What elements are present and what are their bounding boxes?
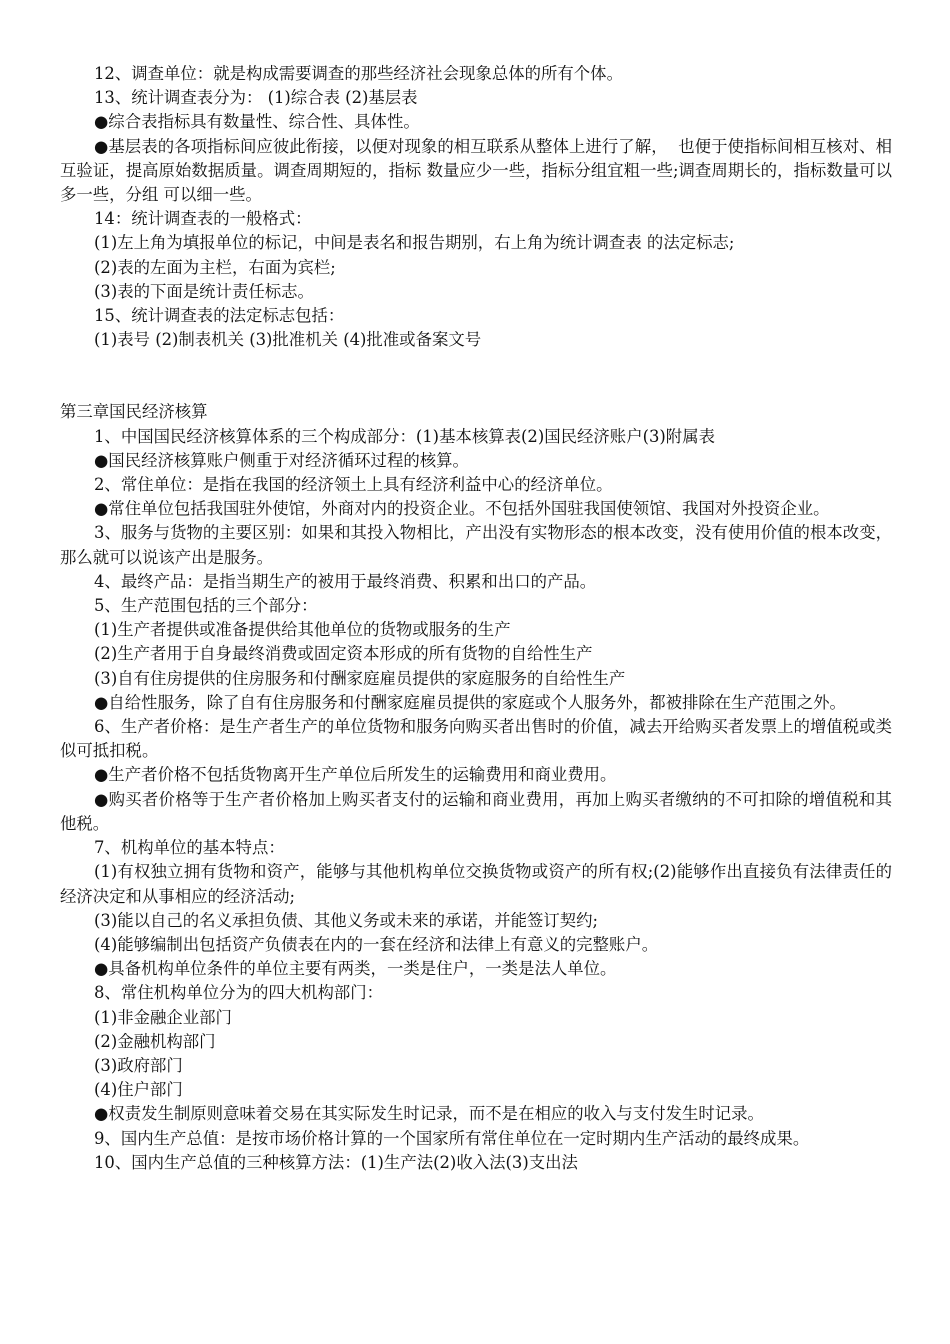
paragraph: 8、常住机构单位分为的四大机构部门： [94,983,384,1003]
paragraph: (1)表号 (2)制表机关 (3)批准机关 (4)批准或备案文号 [94,330,482,350]
paragraph: (1)非金融企业部门 [94,1007,232,1027]
paragraph: ●具备机构单位条件的单位主要有两类，一类是住户，一类是法人单位。 [94,959,617,979]
paragraph: ●生产者价格不包括货物离开生产单位后所发生的运输费用和商业费用。 [94,765,617,785]
paragraph: ●权责发生制原则意味着交易在其实际发生时记录，而不是在相应的收入与支付发生时记录。 [94,1104,764,1124]
paragraph: (3)自有住房提供的住房服务和付酬家庭雇员提供的家庭服务的自给性生产 [94,668,626,688]
paragraph: (1)生产者提供或准备提供给其他单位的货物或服务的生产 [94,620,511,640]
section-gap [60,352,892,400]
paragraph: 15、统计调查表的法定标志包括： [94,306,345,326]
paragraph: ●自给性服务，除了自有住房服务和付酬家庭雇员提供的家庭或个人服务外，都被排除在生产范围之外。 [94,692,846,712]
paragraph: ●常住单位包括我国驻外使馆，外商对内的投资企业。不包括外国驻我国使领馆、我国对外投资企业。 [94,499,830,519]
paragraph: ●基层表的各项指标间应彼此衔接，以便对现象的相互联系从整体上进行了解， 也便于使指标间相互核对、相互验证，提高原始数据质量。调查周期短的，指标 数量应少一些，指标分组宜粗一些;调查周期长的，指标数量可以多一些，分组 可以细一些。 [60,136,892,205]
paragraph: 12、调查单位：就是构成需要调查的那些经济社会现象总体的所有个体。 [94,64,623,83]
paragraph: (1)左上角为填报单位的标记，中间是表名和报告期别，右上角为统计调查表 的法定标志; [94,233,735,253]
paragraph: 14：统计调查表的一般格式： [94,209,312,229]
paragraph: 2、常住单位：是指在我国的经济领土上具有经济利益中心的经济单位。 [94,475,613,495]
paragraph: (3)能以自己的名义承担负债、其他义务或未来的承诺，并能签订契约; [94,910,599,930]
paragraph: ●综合表指标具有数量性、综合性、具体性。 [94,112,420,132]
paragraph: 9、国内生产总值：是按市场价格计算的一个国家所有常住单位在一定时期内生产活动的最终成果。 [94,1128,810,1148]
paragraph: (2)生产者用于自身最终消费或固定资本形成的所有货物的自给性生产 [94,644,593,664]
chapter-heading: 第三章国民经济核算 [60,402,208,422]
paragraph: (1)有权独立拥有货物和资产，能够与其他机构单位交换货物或资产的所有权;(2)能够作出直接负有法律责任的经济决定和从事相应的经济活动; [60,862,892,906]
paragraph: 10、国内生产总值的三种核算方法：(1)生产法(2)收入法(3)支出法 [94,1152,578,1172]
paragraph: 5、生产范围包括的三个部分： [94,596,318,616]
paragraph: (3)表的下面是统计责任标志。 [94,281,314,301]
paragraph: 13、统计调查表分为： (1)综合表 (2)基层表 [94,88,418,108]
paragraph: (2)表的左面为主栏，右面为宾栏; [94,257,336,277]
paragraph: 4、最终产品：是指当期生产的被用于最终消费、积累和出口的产品。 [94,571,597,591]
paragraph: 1、中国国民经济核算体系的三个构成部分：(1)基本核算表(2)国民经济账户(3)附属表 [94,426,715,446]
paragraph: ●购买者价格等于生产者价格加上购买者支付的运输和商业费用，再加上购买者缴纳的不可扣除的增值税和其他税。 [60,789,892,833]
paragraph: (2)金融机构部门 [94,1031,216,1051]
paragraph: (4)能够编制出包括资产负债表在内的一套在经济和法律上有意义的完整账户。 [94,934,659,954]
paragraph: (4)住户部门 [94,1080,183,1100]
paragraph: (3)政府部门 [94,1055,183,1075]
paragraph: 7、机构单位的基本特点： [94,838,285,858]
document-page [60,62,892,1175]
paragraph: 3、服务与货物的主要区别：如果和其投入物相比，产出没有实物形态的根本改变，没有使用价值的根本改变，那么就可以说该产出是服务。 [60,523,892,567]
paragraph: ●国民经济核算账户侧重于对经济循环过程的核算。 [94,450,469,470]
paragraph: 6、生产者价格：是生产者生产的单位货物和服务向购买者出售时的价值，减去开给购买者发票上的增值税或类似可抵扣税。 [60,717,892,761]
